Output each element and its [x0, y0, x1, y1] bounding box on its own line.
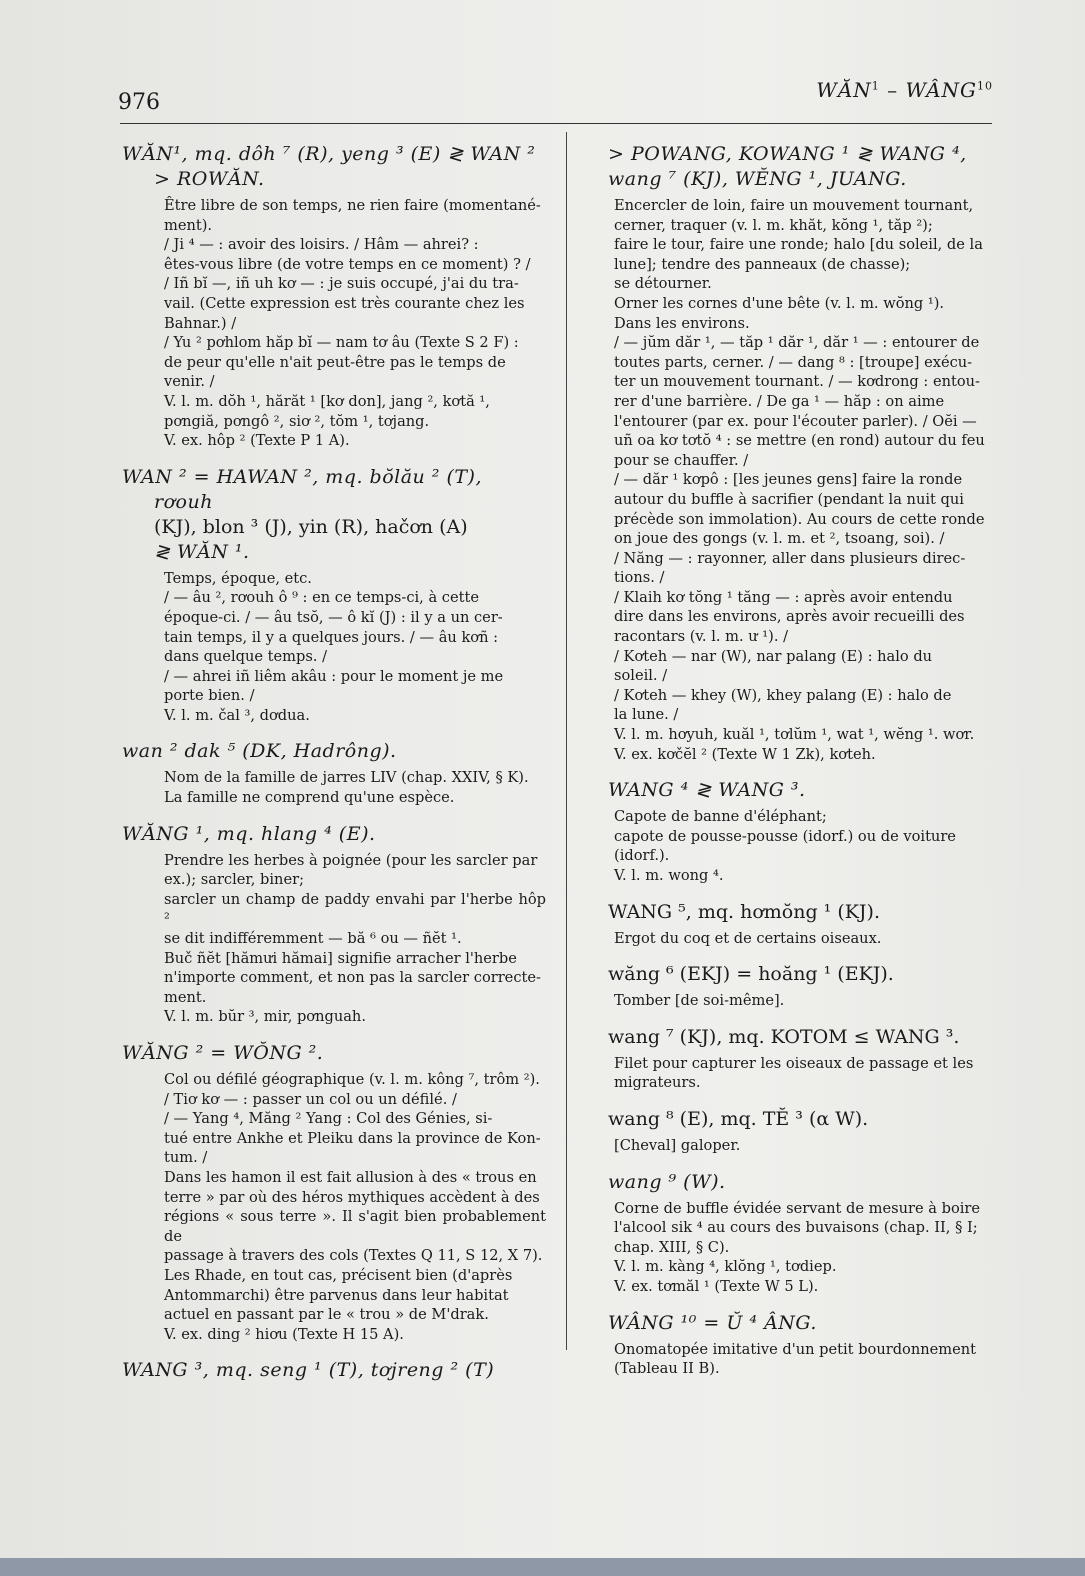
definition	[122, 1070, 546, 1344]
headword: wan ² dak ⁵ (DK, Hadrông).	[122, 740, 397, 763]
entry-wang3-continued	[608, 142, 996, 764]
definition-line: pơngiă, pơngô ², siơ ², tŏm ¹, tơjang.	[164, 412, 430, 430]
definition	[608, 1199, 996, 1297]
definition-line: V. l. m. dŏh ¹, hărăt ¹ [kơ don], jang ², kơtă ¹,	[164, 392, 490, 410]
entry-wang6	[608, 962, 996, 1011]
definition-line: uñ oa kơ tơtŏ ⁴ : se mettre (en rond) autour du feu	[614, 432, 985, 450]
definition-line: se dit indifféremment — bă ⁶ ou — ñĕt ¹.	[164, 930, 462, 948]
definition-line: La famille ne comprend qu'une espèce.	[164, 789, 455, 807]
headword: wang ⁹ (W).	[608, 1170, 726, 1193]
running-head-last: WÂNG	[905, 78, 977, 102]
definition-line: V. l. m. kàng ⁴, klŏng ¹, tơdiep.	[614, 1258, 837, 1276]
definition-line: [Cheval] galoper.	[614, 1136, 741, 1154]
definition	[608, 1054, 996, 1093]
definition-line: l'entourer (par ex. pour l'écouter parler). / Oĕi —	[614, 412, 977, 430]
entry-wang2	[122, 1041, 546, 1344]
definition-line: tué entre Ankhe et Pleiku dans la province de Kon-	[164, 1129, 541, 1147]
definition-line: ex.); sarcler, biner;	[164, 871, 304, 889]
entry-wan2	[122, 465, 546, 726]
right-column	[608, 142, 996, 1393]
definition-line: capote de pousse-pousse (idorf.) ou de voiture	[614, 827, 956, 845]
definition-line: Col ou défilé géographique (v. l. m. kông ⁷, trôm ²).	[164, 1071, 540, 1088]
definition-line: Ergot du coq et de certains oiseaux.	[614, 929, 882, 947]
definition	[608, 929, 996, 949]
definition-line: / — jŭm dăr ¹, — tăp ¹ dăr ¹, dăr ¹ — : entourer de	[614, 334, 980, 352]
definition-line: / — âu ², rơouh ô ⁹ : en ce temps-ci, à cette	[164, 589, 479, 607]
definition	[122, 196, 546, 451]
definition-line: Être libre de son temps, ne rien faire (momentané-	[164, 197, 541, 214]
definition-line: cerner, traquer (v. l. m. khăt, kŏng ¹, tăp ²);	[614, 216, 933, 234]
entry-wan-dak	[122, 739, 546, 807]
definition-line: / Tiơ kơ — : passer un col ou un défilé. /	[164, 1090, 457, 1108]
headword: WANG ⁵, mq. hơmŏng ¹ (KJ).	[608, 900, 881, 923]
definition-line: on joue des gongs (v. l. m. et ², tsoang, soi). /	[614, 530, 945, 548]
definition-line: Prendre les herbes à poignée (pour les sarcler par	[164, 851, 538, 869]
definition-line: / Ji ⁴ — : avoir des loisirs. / Hâm — ahrei? :	[164, 236, 479, 254]
running-head-sep: –	[879, 78, 906, 102]
definition-line: rer d'une barrière. / De ga ¹ — hăp : on aime	[614, 392, 945, 410]
column-divider	[566, 132, 567, 1350]
definition-line: / — ahrei iñ liêm akâu : pour le moment je me	[164, 667, 504, 685]
definition-line: de peur qu'elle n'ait peut-être pas le temps de	[164, 353, 506, 371]
entry-wang4	[608, 778, 996, 885]
definition-line: Onomatopée imitative d'un petit bourdonnement	[614, 1340, 976, 1358]
definition-line: précède son immolation). Au cours de cette ronde	[614, 510, 985, 528]
header-rule	[120, 123, 992, 124]
entry-wang8	[608, 1107, 996, 1156]
definition-line: passage à travers des cols (Textes Q 11, S 12, X 7).	[164, 1247, 543, 1265]
definition-line: Orner les cornes d'une bête (v. l. m. wŏng ¹).	[614, 294, 945, 312]
definition-line: soleil. /	[614, 667, 668, 685]
definition-line: Nom de la famille de jarres LIV (chap. XXIV, § K).	[164, 769, 529, 787]
running-head	[816, 78, 993, 102]
headword: WAN ² = HAWAN ², mq. bŏlău ² (T), rơouh (KJ), blon ³ (J), yin (R), hačơn (A) ≷ WĂN ¹.	[122, 465, 483, 563]
definition-line: V. ex. kơčĕl ² (Texte W 1 Zk), kơteh.	[614, 745, 876, 763]
definition-line: Encercler de loin, faire un mouvement tournant,	[614, 197, 974, 214]
entry-wang10	[608, 1311, 996, 1379]
headword: WĂNG ² = WŎNG ².	[122, 1042, 324, 1064]
definition-line: ter un mouvement tournant. / — kơdrong : entou-	[614, 373, 980, 391]
definition-line: chap. XIII, § C).	[614, 1238, 730, 1256]
definition-line: régions « sous terre ». Il s'agit bien probablement de	[164, 1208, 546, 1245]
definition-line: / Yu ² pơhlom hăp bĭ — nam tơ âu (Texte S 2 F) :	[164, 334, 519, 352]
definition-line: tum. /	[164, 1149, 208, 1167]
definition-line: sarcler un champ de paddy envahi par l'herbe hôp ²	[164, 890, 546, 928]
table-surface	[0, 1558, 1085, 1576]
definition-line: Temps, époque, etc.	[164, 569, 312, 587]
left-column	[122, 142, 546, 1397]
definition-line: / Klaih kơ tŏng ¹ tăng — : après avoir entendu	[614, 588, 953, 606]
definition-line: V. ex. hôp ² (Texte P 1 A).	[164, 432, 350, 450]
definition-line: / Năng — : rayonner, aller dans plusieurs direc-	[614, 549, 966, 567]
definition-line: n'importe comment, et non pas la sarcler correcte-	[164, 969, 541, 987]
definition	[122, 569, 546, 726]
definition-line: faire le tour, faire une ronde; halo [du soleil, de la	[614, 236, 983, 254]
definition	[608, 991, 996, 1011]
page-number: 976	[118, 90, 160, 115]
definition-line: porte bien. /	[164, 687, 255, 705]
running-head-last-sup: 10	[977, 79, 993, 93]
definition-line: Dans les environs.	[614, 314, 750, 332]
definition-line: ment.	[164, 988, 207, 1006]
headword: WÂNG ¹⁰ = Ŭ ⁴ ÂNG.	[608, 1311, 817, 1334]
definition-line: Les Rhade, en tout cas, précisent bien (d'après	[164, 1266, 513, 1284]
definition	[608, 1340, 996, 1379]
headword: WĂNG ¹, mq. hlang ⁴ (E).	[122, 822, 376, 845]
definition-line: terre » par où des héros mythiques accèdent à des	[164, 1188, 540, 1206]
definition-line: / — Yang ⁴, Măng ² Yang : Col des Génies, si-	[164, 1110, 493, 1128]
definition-line: Antommarchi) être parvenus dans leur habitat	[164, 1286, 509, 1304]
definition-line: tions. /	[614, 569, 665, 587]
entry-wang5	[608, 900, 996, 949]
entry-wang9	[608, 1170, 996, 1297]
headword: wang ⁸ (E), mq. TĔ ³ (α W).	[608, 1107, 869, 1130]
headword: WANG ³, mq. seng ¹ (T), tơjreng ² (T)	[122, 1359, 495, 1382]
definition-line: V. l. m. hơyuh, kuăl ¹, tơlŭm ¹, wat ¹, wĕng ¹. wơr.	[614, 726, 975, 744]
definition-line: autour du buffle à sacrifier (pendant la nuit qui	[614, 490, 964, 508]
definition-line: Capote de banne d'éléphant;	[614, 808, 827, 826]
definition-line: actuel en passant par le « trou » de M'drak.	[164, 1306, 489, 1324]
headword: > POWANG, KOWANG ¹ ≷ WANG ⁴, wang ⁷ (KJ), WĔNG ¹, JUANG.	[608, 143, 967, 190]
definition-line: (Tableau II B).	[614, 1360, 720, 1378]
definition-line: Buč ñĕt [hămưi hămai] signifie arracher l'herbe	[164, 949, 517, 967]
definition-line: Filet pour capturer les oiseaux de passage et les	[614, 1054, 974, 1072]
definition-line: dans quelque temps. /	[164, 648, 327, 666]
definition-line: toutes parts, cerner. / — dang ⁸ : [troupe] exécu-	[614, 353, 973, 371]
headword: WĂN¹, mq. dôh ⁷ (R), yeng ³ (E) ≷ WAN ² > ROWĂN.	[122, 143, 536, 190]
definition-line: tain temps, il y a quelques jours. / — âu kơñ :	[164, 628, 499, 646]
headword: wăng ⁶ (EKJ) = hoăng ¹ (EKJ).	[608, 963, 894, 986]
definition-line: migrateurs.	[614, 1074, 701, 1092]
definition-line: (idorf.).	[614, 847, 670, 865]
definition-line: venir. /	[164, 373, 215, 391]
definition-line: époque-ci. / — âu tsŏ, — ô kĭ (J) : il y a un cer-	[164, 608, 503, 626]
definition-line: dire dans les environs, après avoir recueilli des	[614, 608, 965, 626]
definition-line: V. ex. tơmăl ¹ (Texte W 5 L).	[614, 1277, 819, 1295]
definition	[608, 196, 996, 764]
definition	[122, 768, 546, 807]
entry-wang1	[122, 822, 546, 1027]
definition-line: l'alcool sik ⁴ au cours des buvaisons (chap. II, § I;	[614, 1219, 978, 1237]
running-head-first: WĂN	[816, 78, 872, 102]
definition-line: vail. (Cette expression est très courante chez les	[164, 294, 525, 312]
definition-line: Corne de buffle évidée servant de mesure à boire	[614, 1199, 981, 1217]
definition	[608, 1136, 996, 1156]
definition-line: V. l. m. bŭr ³, mir, pơnguah.	[164, 1008, 366, 1026]
entry-wang7	[608, 1025, 996, 1093]
definition-line: / Kơteh — khey (W), khey palang (E) : halo de	[614, 686, 952, 704]
definition-line: / Iñ bĭ —, iñ uh kơ — : je suis occupé, j'ai du tra-	[164, 275, 519, 293]
definition-line: / Kơteh — nar (W), nar palang (E) : halo du	[614, 647, 933, 665]
entry-wang3	[122, 1358, 546, 1383]
definition-line: V. ex. ding ² hiơu (Texte H 15 A).	[164, 1325, 404, 1343]
definition-line: êtes-vous libre (de votre temps en ce moment) ? /	[164, 255, 531, 273]
entry-wan1	[122, 142, 546, 451]
running-head-first-sup: 1	[871, 79, 880, 93]
definition-line: lune]; tendre des panneaux (de chasse);	[614, 255, 911, 273]
definition-line: V. l. m. wong ⁴.	[614, 867, 724, 884]
definition	[122, 851, 546, 1027]
definition-line: V. l. m. čal ³, dơdua.	[164, 706, 310, 724]
definition-line: Tomber [de soi-même].	[614, 992, 785, 1010]
definition-line: pour se chauffer. /	[614, 451, 749, 469]
definition-line: la lune. /	[614, 706, 679, 724]
definition-line: Dans les hamon il est fait allusion à des « trous en	[164, 1168, 537, 1186]
headword: WANG ⁴ ≷ WANG ³.	[608, 779, 806, 802]
definition-line: se détourner.	[614, 275, 712, 293]
headword: wang ⁷ (KJ), mq. KOTOM ≤ WANG ³.	[608, 1025, 960, 1048]
definition-line: Bahnar.) /	[164, 314, 237, 332]
definition-line: racontars (v. l. m. ư ¹). /	[614, 628, 789, 646]
definition-line: ment).	[164, 216, 213, 234]
definition-line: / — dăr ¹ kơpô : [les jeunes gens] faire la ronde	[614, 471, 963, 489]
definition	[608, 807, 996, 885]
